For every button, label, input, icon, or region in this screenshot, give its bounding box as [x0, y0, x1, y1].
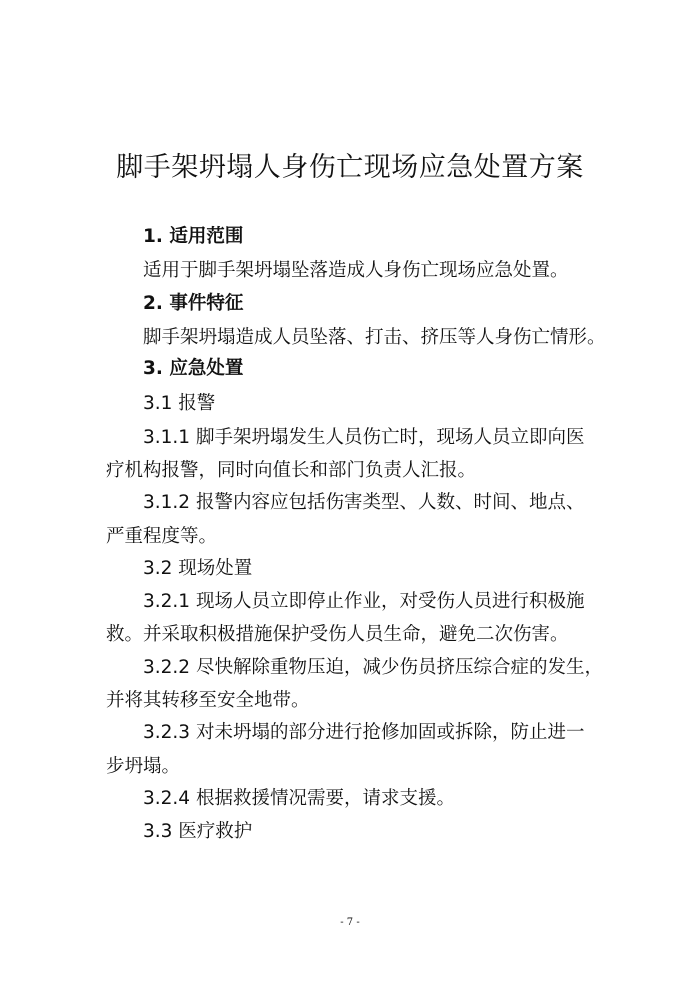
paragraph-3-2-3-line-2: 步坍塌。: [106, 756, 181, 777]
document-title: 脚手架坍塌人身伤亡现场应急处置方案: [116, 152, 584, 183]
paragraph-3-1-1-line-1: 3.1.1 脚手架坍塌发生人员伤亡时，现场人员立即向医: [143, 427, 585, 448]
paragraph-3-1-1-line-2: 疗机构报警，同时向值长和部门负责人汇报。: [106, 460, 477, 481]
subsection-3-3: 3.3 医疗救护: [143, 821, 253, 842]
section-2-body: 脚手架坍塌造成人员坠落、打击、挤压等人身伤亡情形。: [143, 327, 606, 348]
paragraph-3-1-2-line-2: 严重程度等。: [106, 526, 218, 547]
paragraph-3-2-4: 3.2.4 根据救援情况需要，请求支援。: [143, 788, 455, 809]
section-1-body: 适用于脚手架坍塌坠落造成人身伤亡现场应急处置。: [143, 260, 569, 281]
section-1-heading: 1. 适用范围: [143, 226, 244, 247]
paragraph-3-2-2-line-1: 3.2.2 尽快解除重物压迫，减少伤员挤压综合症的发生，: [143, 657, 603, 678]
paragraph-3-1-2-line-1: 3.1.2 报警内容应包括伤害类型、人数、时间、地点、: [143, 492, 585, 513]
subsection-3-2: 3.2 现场处置: [143, 558, 253, 579]
paragraph-3-2-1-line-1: 3.2.1 现场人员立即停止作业，对受伤人员进行积极施: [143, 591, 585, 612]
section-3-heading: 3. 应急处置: [143, 358, 244, 379]
paragraph-3-2-2-line-2: 并将其转移至安全地带。: [106, 690, 310, 711]
subsection-3-1: 3.1 报警: [143, 393, 216, 414]
paragraph-3-2-3-line-1: 3.2.3 对未坍塌的部分进行抢修加固或拆除，防止进一: [143, 722, 585, 743]
page-number: - 7 -: [340, 917, 360, 928]
section-2-heading: 2. 事件特征: [143, 293, 244, 314]
paragraph-3-2-1-line-2: 救。并采取积极措施保护受伤人员生命，避免二次伤害。: [106, 624, 569, 645]
